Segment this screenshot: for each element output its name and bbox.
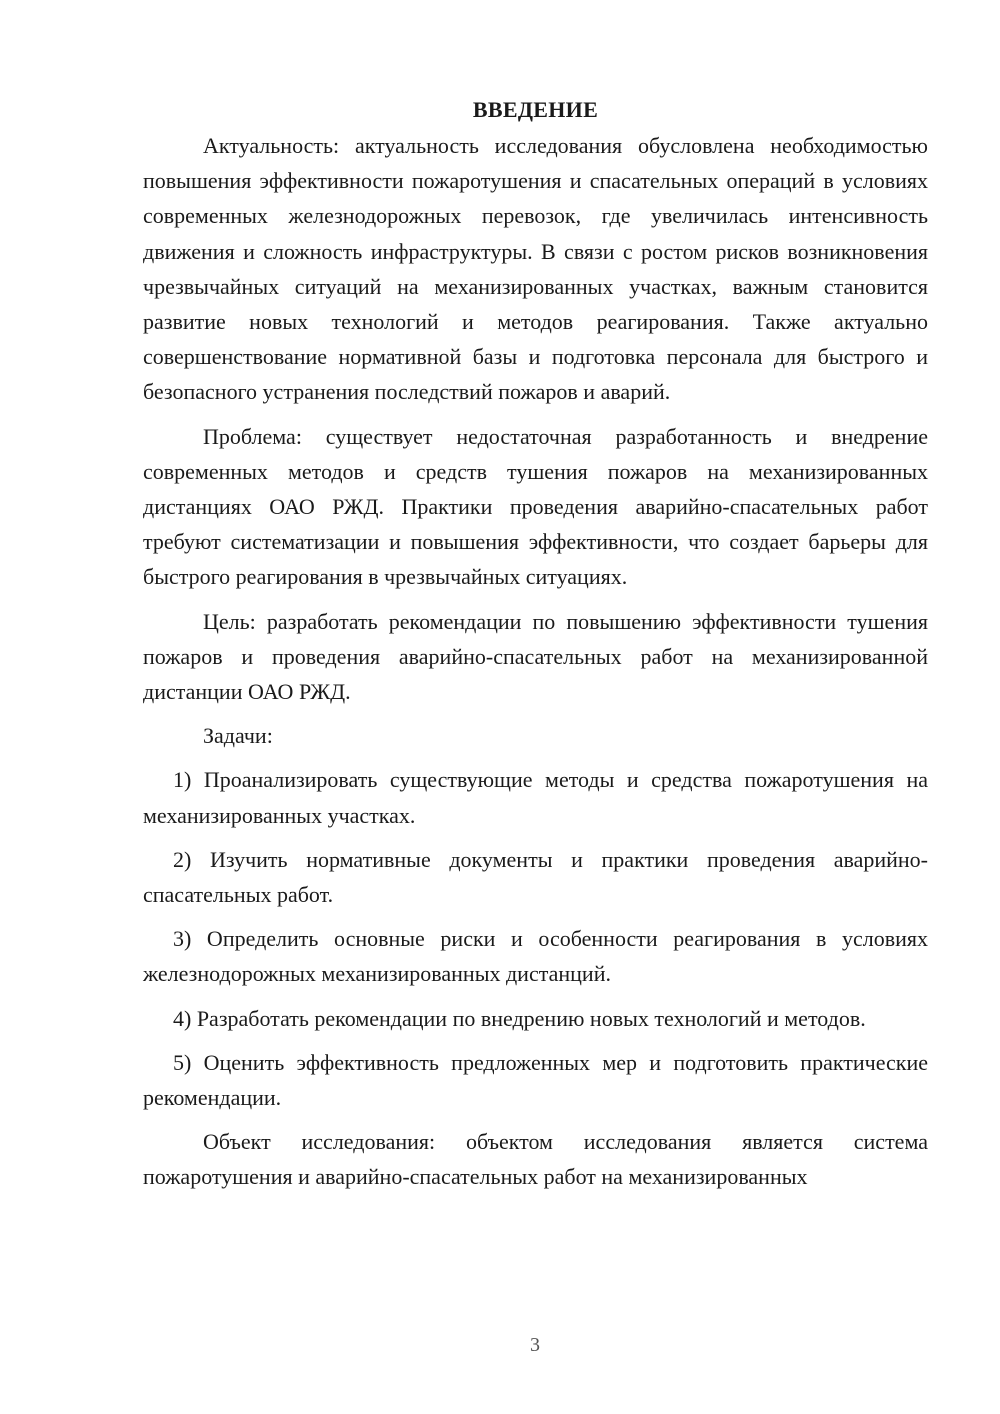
object-paragraph: Объект исследования: объектом исследования является система пожаротушения и аварийно-спасательных работ на механизированных (143, 1129, 928, 1190)
task-item-3: 3) Определить основные риски и особенности реагирования в условиях железнодорожных механизированных дистанций. (143, 926, 928, 987)
task-item-1: 1) Проанализировать существующие методы и средства пожаротушения на механизированных участках. (143, 767, 928, 828)
tasks-heading: Задачи: (203, 723, 273, 749)
task-item-2: 2) Изучить нормативные документы и практики проведения аварийно-спасательных работ. (143, 846, 928, 908)
page-number: 3 (530, 1334, 540, 1356)
task-item-5: 5) Оценить эффективность предложенных мер и подготовить практические рекомендации. (143, 1049, 928, 1111)
document-page (143, 92, 928, 1195)
problem-paragraph: Проблема: существует недостаточная разработанность и внедрение современных методов и средств тушения пожаров на механизированных дистанциях ОАО РЖД. Практики проведения аварийно-спасательных работ требуют систематизации и повышения эффективности, что создает барьеры для быстрого реагирования в чрезвычайных ситуациях. (143, 423, 928, 590)
task-item-4: 4) Разработать рекомендации по внедрению новых технологий и методов. (173, 1005, 866, 1031)
relevance-paragraph: Актуальность: актуальность исследования обусловлена необходимостью повышения эффективности пожаротушения и спасательных операций в условиях современных железнодорожных перевозок, где увеличилась интенсивность движения и сложность инфраструктуры. В связи с ростом рисков возникновения чрезвычайных ситуаций на механизированных участках, важным становится развитие новых технологий и методов реагирования. Также актуально совершенствование нормативной базы и подготовка персонала для быстрого и безопасного устранения последствий пожаров и аварий. (143, 133, 928, 405)
page-title: ВВЕДЕНИЕ (472, 97, 599, 122)
goal-paragraph: Цель: разработать рекомендации по повышению эффективности тушения пожаров и проведения аварийно-спасательных работ на механизированной дистанции ОАО РЖД. (143, 608, 928, 705)
